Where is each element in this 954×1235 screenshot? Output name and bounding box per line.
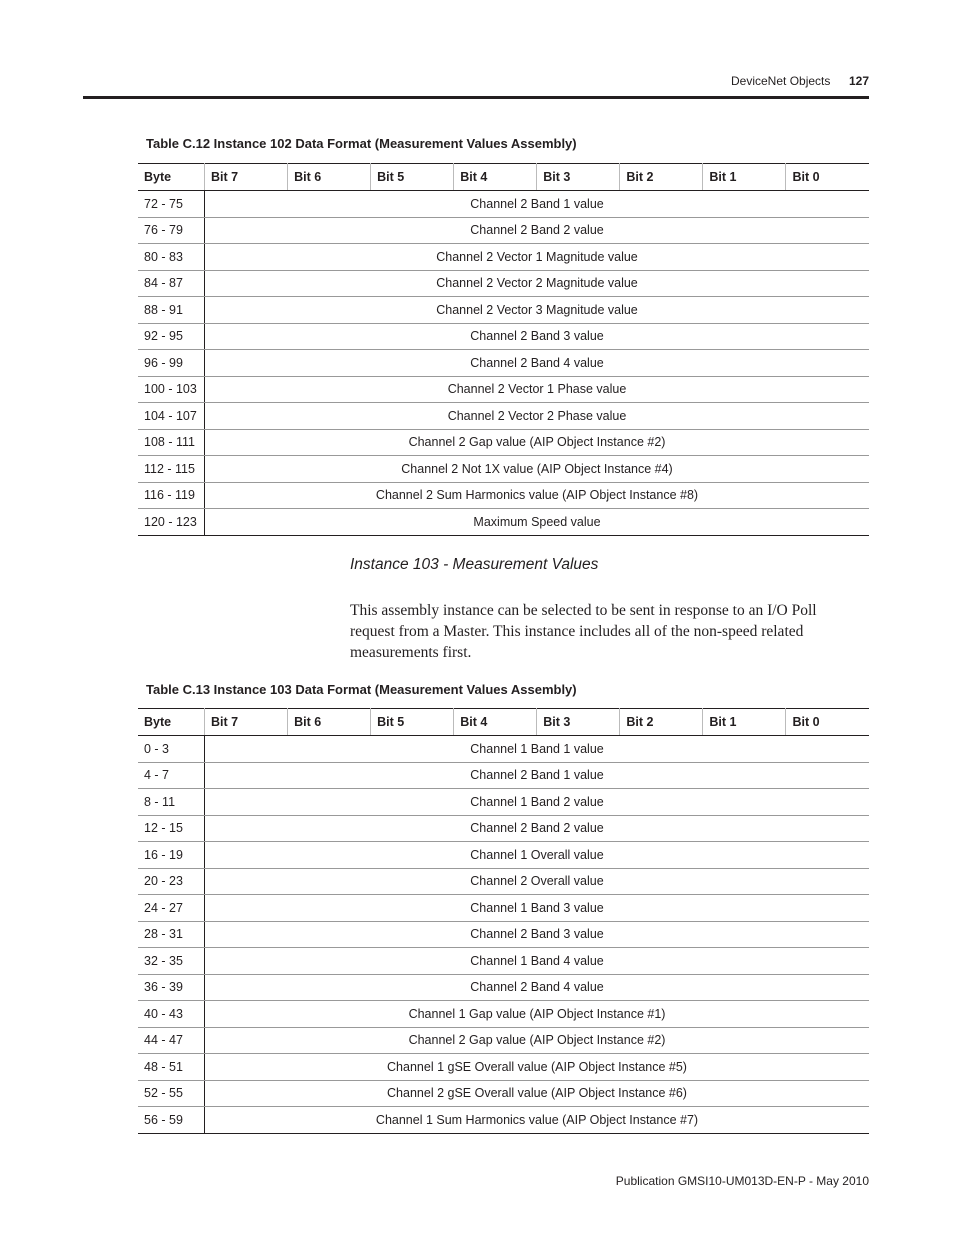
byte-range-cell: 24 - 27 [138, 895, 205, 922]
value-description-cell: Channel 2 Vector 2 Magnitude value [205, 270, 870, 297]
col-header-bit3: Bit 3 [537, 709, 620, 736]
page-number: 127 [849, 74, 870, 88]
byte-range-cell: 48 - 51 [138, 1054, 205, 1081]
byte-range-cell: 72 - 75 [138, 191, 205, 218]
value-description-cell: Channel 1 Band 2 value [205, 789, 870, 816]
value-description-cell: Channel 2 Band 3 value [205, 921, 870, 948]
table-row [138, 895, 869, 922]
byte-range-cell: 36 - 39 [138, 974, 205, 1001]
byte-range-cell: 84 - 87 [138, 270, 205, 297]
value-description-cell: Channel 2 Vector 1 Phase value [205, 376, 870, 403]
value-description-cell: Channel 2 Overall value [205, 868, 870, 895]
table-row [138, 762, 869, 789]
col-header-bit1: Bit 1 [703, 164, 786, 191]
table-row [138, 868, 869, 895]
table-row [138, 921, 869, 948]
col-header-byte: Byte [138, 709, 205, 736]
table-row [138, 429, 869, 456]
value-description-cell: Channel 1 Band 4 value [205, 948, 870, 975]
byte-range-cell: 32 - 35 [138, 948, 205, 975]
section-paragraph: This assembly instance can be selected to be sent in response to an I/O Poll request from a Master. This instance includes all of the non-speed related measurements first. [350, 602, 817, 661]
byte-range-cell: 96 - 99 [138, 350, 205, 377]
table-row [138, 1001, 869, 1028]
table-row [138, 217, 869, 244]
value-description-cell: Channel 1 Sum Harmonics value (AIP Object Instance #7) [205, 1107, 870, 1134]
publication-footer: Publication GMSI10-UM013D-EN-P - May 2010 [615, 1174, 869, 1188]
value-description-cell: Channel 2 Vector 2 Phase value [205, 403, 870, 430]
col-header-bit4: Bit 4 [454, 709, 537, 736]
table-row [138, 842, 869, 869]
table-row [138, 1080, 869, 1107]
byte-range-cell: 116 - 119 [138, 482, 205, 509]
value-description-cell: Channel 2 Band 1 value [205, 191, 870, 218]
byte-range-cell: 88 - 91 [138, 297, 205, 324]
byte-range-cell: 8 - 11 [138, 789, 205, 816]
section-heading: Instance 103 - Measurement Values [350, 556, 599, 573]
value-description-cell: Channel 2 Band 3 value [205, 323, 870, 350]
value-description-cell: Channel 2 Band 2 value [205, 217, 870, 244]
table-row [138, 736, 869, 763]
table-row [138, 297, 869, 324]
byte-range-cell: 104 - 107 [138, 403, 205, 430]
value-description-cell: Channel 1 Band 3 value [205, 895, 870, 922]
byte-range-cell: 40 - 43 [138, 1001, 205, 1028]
header-rule [83, 96, 869, 99]
value-description-cell: Channel 2 Gap value (AIP Object Instance #2) [205, 1027, 870, 1054]
col-header-bit0: Bit 0 [786, 709, 869, 736]
col-header-bit7: Bit 7 [205, 164, 288, 191]
value-description-cell: Channel 2 Band 4 value [205, 974, 870, 1001]
value-description-cell: Channel 2 gSE Overall value (AIP Object Instance #6) [205, 1080, 870, 1107]
value-description-cell: Channel 2 Gap value (AIP Object Instance #2) [205, 429, 870, 456]
value-description-cell: Maximum Speed value [205, 509, 870, 536]
col-header-bit7: Bit 7 [205, 709, 288, 736]
col-header-bit2: Bit 2 [620, 709, 703, 736]
byte-range-cell: 56 - 59 [138, 1107, 205, 1134]
table-row [138, 244, 869, 271]
table-row [138, 191, 869, 218]
col-header-byte: Byte [138, 164, 205, 191]
value-description-cell: Channel 1 Overall value [205, 842, 870, 869]
table-row [138, 974, 869, 1001]
byte-range-cell: 4 - 7 [138, 762, 205, 789]
byte-range-cell: 92 - 95 [138, 323, 205, 350]
table-c13 [138, 708, 869, 1134]
table-row [138, 403, 869, 430]
col-header-bit1: Bit 1 [703, 709, 786, 736]
value-description-cell: Channel 1 gSE Overall value (AIP Object Instance #5) [205, 1054, 870, 1081]
value-description-cell: Channel 2 Not 1X value (AIP Object Instance #4) [205, 456, 870, 483]
value-description-cell: Channel 2 Sum Harmonics value (AIP Object Instance #8) [205, 482, 870, 509]
col-header-bit6: Bit 6 [288, 709, 371, 736]
col-header-bit0: Bit 0 [786, 164, 869, 191]
table-row [138, 323, 869, 350]
table-row [138, 1054, 869, 1081]
col-header-bit5: Bit 5 [371, 709, 454, 736]
byte-range-cell: 20 - 23 [138, 868, 205, 895]
table-row [138, 815, 869, 842]
byte-range-cell: 120 - 123 [138, 509, 205, 536]
table-c12-caption: Table C.12 Instance 102 Data Format (Measurement Values Assembly) [146, 136, 577, 151]
byte-range-cell: 44 - 47 [138, 1027, 205, 1054]
table-row [138, 456, 869, 483]
value-description-cell: Channel 2 Band 2 value [205, 815, 870, 842]
table-row [138, 1107, 869, 1134]
col-header-bit5: Bit 5 [371, 164, 454, 191]
value-description-cell: Channel 2 Vector 3 Magnitude value [205, 297, 870, 324]
table-c13-caption: Table C.13 Instance 103 Data Format (Measurement Values Assembly) [146, 682, 577, 697]
table-row [138, 948, 869, 975]
table-row [138, 509, 869, 536]
col-header-bit2: Bit 2 [620, 164, 703, 191]
byte-range-cell: 108 - 111 [138, 429, 205, 456]
value-description-cell: Channel 1 Gap value (AIP Object Instance #1) [205, 1001, 870, 1028]
table-row [138, 376, 869, 403]
table-c12 [138, 163, 869, 536]
value-description-cell: Channel 2 Vector 1 Magnitude value [205, 244, 870, 271]
byte-range-cell: 112 - 115 [138, 456, 205, 483]
value-description-cell: Channel 2 Band 4 value [205, 350, 870, 377]
byte-range-cell: 12 - 15 [138, 815, 205, 842]
col-header-bit4: Bit 4 [454, 164, 537, 191]
byte-range-cell: 76 - 79 [138, 217, 205, 244]
byte-range-cell: 16 - 19 [138, 842, 205, 869]
running-header-section: DeviceNet Objects [731, 74, 831, 88]
table-header-row [138, 164, 869, 191]
col-header-bit3: Bit 3 [537, 164, 620, 191]
table-header-row [138, 709, 869, 736]
byte-range-cell: 28 - 31 [138, 921, 205, 948]
table-row [138, 482, 869, 509]
table-row [138, 1027, 869, 1054]
value-description-cell: Channel 1 Band 1 value [205, 736, 870, 763]
value-description-cell: Channel 2 Band 1 value [205, 762, 870, 789]
table-row [138, 350, 869, 377]
table-row [138, 270, 869, 297]
byte-range-cell: 0 - 3 [138, 736, 205, 763]
byte-range-cell: 80 - 83 [138, 244, 205, 271]
byte-range-cell: 52 - 55 [138, 1080, 205, 1107]
byte-range-cell: 100 - 103 [138, 376, 205, 403]
table-row [138, 789, 869, 816]
col-header-bit6: Bit 6 [288, 164, 371, 191]
